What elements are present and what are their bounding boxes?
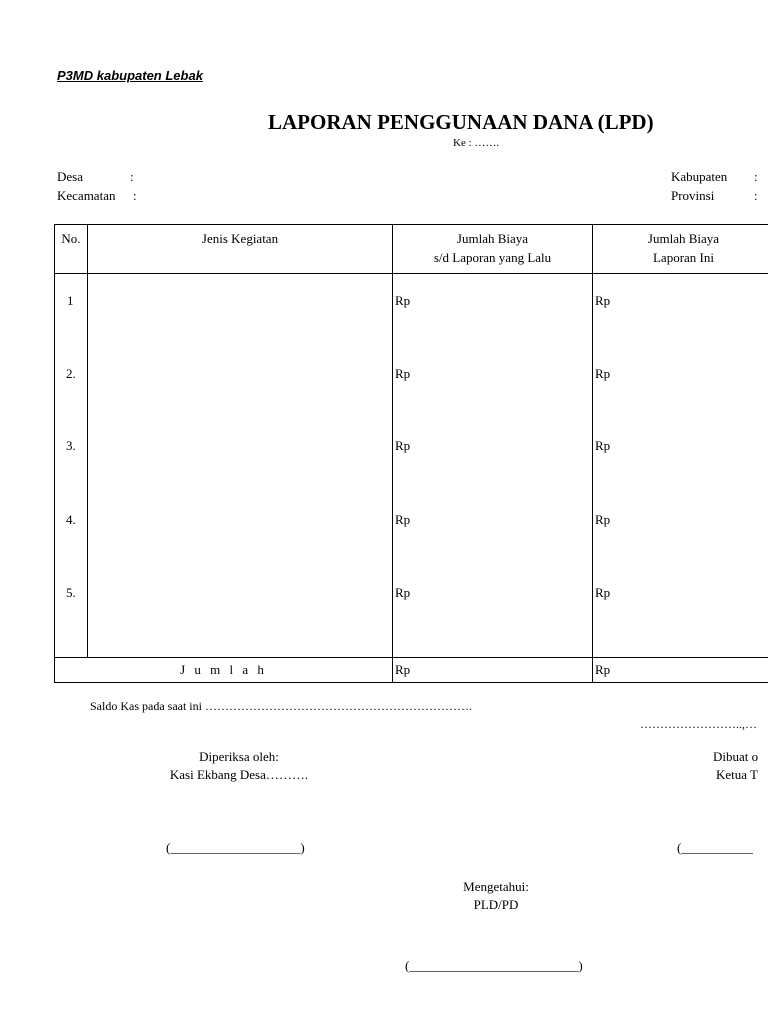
kecamatan-colon: : <box>133 188 137 203</box>
kabupaten-field <box>671 169 758 185</box>
kecamatan-label: Kecamatan <box>57 188 116 203</box>
expense-table <box>54 224 768 683</box>
row-no: 1 <box>67 293 74 308</box>
row-rp-lalu: Rp <box>395 512 411 527</box>
header-biaya-ini-line2: Laporan Ini <box>652 250 714 265</box>
row-rp-ini: Rp <box>595 585 611 600</box>
header-jenis-kegiatan: Jenis Kegiatan <box>88 225 393 274</box>
document-title: LAPORAN PENGGUNAAN DANA (LPD) <box>268 110 654 134</box>
diperiksa-role: Kasi Ekbang Desa………. <box>169 767 309 782</box>
diperiksa-label: Diperiksa oleh: <box>199 749 279 764</box>
total-rp-ini: Rp <box>593 658 768 683</box>
desa-colon: : <box>130 169 134 184</box>
row-rp-lalu: Rp <box>395 585 411 600</box>
mengetahui-label: Mengetahui: <box>463 879 529 894</box>
desa-field <box>57 169 134 185</box>
desa-label: Desa <box>57 169 83 184</box>
jenis-kegiatan-column <box>88 274 393 658</box>
header-biaya-lalu <box>393 225 593 274</box>
organization-label: P3MD kabupaten Lebak <box>57 68 203 83</box>
mengetahui-block <box>426 878 566 914</box>
biaya-ini-column <box>593 274 768 658</box>
row-rp-ini: Rp <box>595 293 611 308</box>
row-rp-lalu: Rp <box>395 366 411 381</box>
total-row <box>55 658 768 683</box>
biaya-lalu-column <box>393 274 593 658</box>
mengetahui-role: PLD/PD <box>473 897 519 912</box>
report-number: Ke : ……. <box>453 137 500 149</box>
header-biaya-ini-line1: Jumlah Biaya <box>647 231 720 246</box>
row-no: 4. <box>66 512 76 527</box>
header-no: No. <box>55 225 88 274</box>
row-no: 2. <box>66 366 76 381</box>
dibuat-block <box>700 748 768 784</box>
total-label: J u m l a h <box>55 658 393 683</box>
row-rp-ini: Rp <box>595 512 611 527</box>
provinsi-label: Provinsi <box>671 188 715 203</box>
signature-line-bottom: (__________________________) <box>405 958 583 973</box>
signature-line-left: (____________________) <box>166 840 305 855</box>
provinsi-field <box>671 188 758 204</box>
kabupaten-colon: : <box>754 169 758 184</box>
signature-line-right: (___________ <box>677 840 753 855</box>
place-date-line: ……………………..,… <box>640 717 757 731</box>
row-rp-lalu: Rp <box>395 293 411 308</box>
diperiksa-block <box>149 748 329 784</box>
header-biaya-ini <box>593 225 768 274</box>
kecamatan-field <box>57 188 137 204</box>
row-rp-ini: Rp <box>595 366 611 381</box>
provinsi-colon: : <box>754 188 758 203</box>
kabupaten-label: Kabupaten <box>671 169 728 184</box>
row-no: 5. <box>66 585 76 600</box>
header-biaya-lalu-line1: Jumlah Biaya <box>456 231 529 246</box>
no-column <box>55 274 88 658</box>
row-rp-lalu: Rp <box>395 438 411 453</box>
header-biaya-lalu-line2: s/d Laporan yang Lalu <box>433 250 552 265</box>
total-rp-lalu: Rp <box>393 658 593 683</box>
table-header-row <box>55 225 768 274</box>
dibuat-role: Ketua T <box>716 767 758 782</box>
dibuat-label: Dibuat o <box>713 749 759 764</box>
table-body-row <box>55 274 768 658</box>
saldo-kas-line: Saldo Kas pada saat ini …………………………………………………………. <box>90 699 472 713</box>
row-rp-ini: Rp <box>595 438 611 453</box>
row-no: 3. <box>66 438 76 453</box>
